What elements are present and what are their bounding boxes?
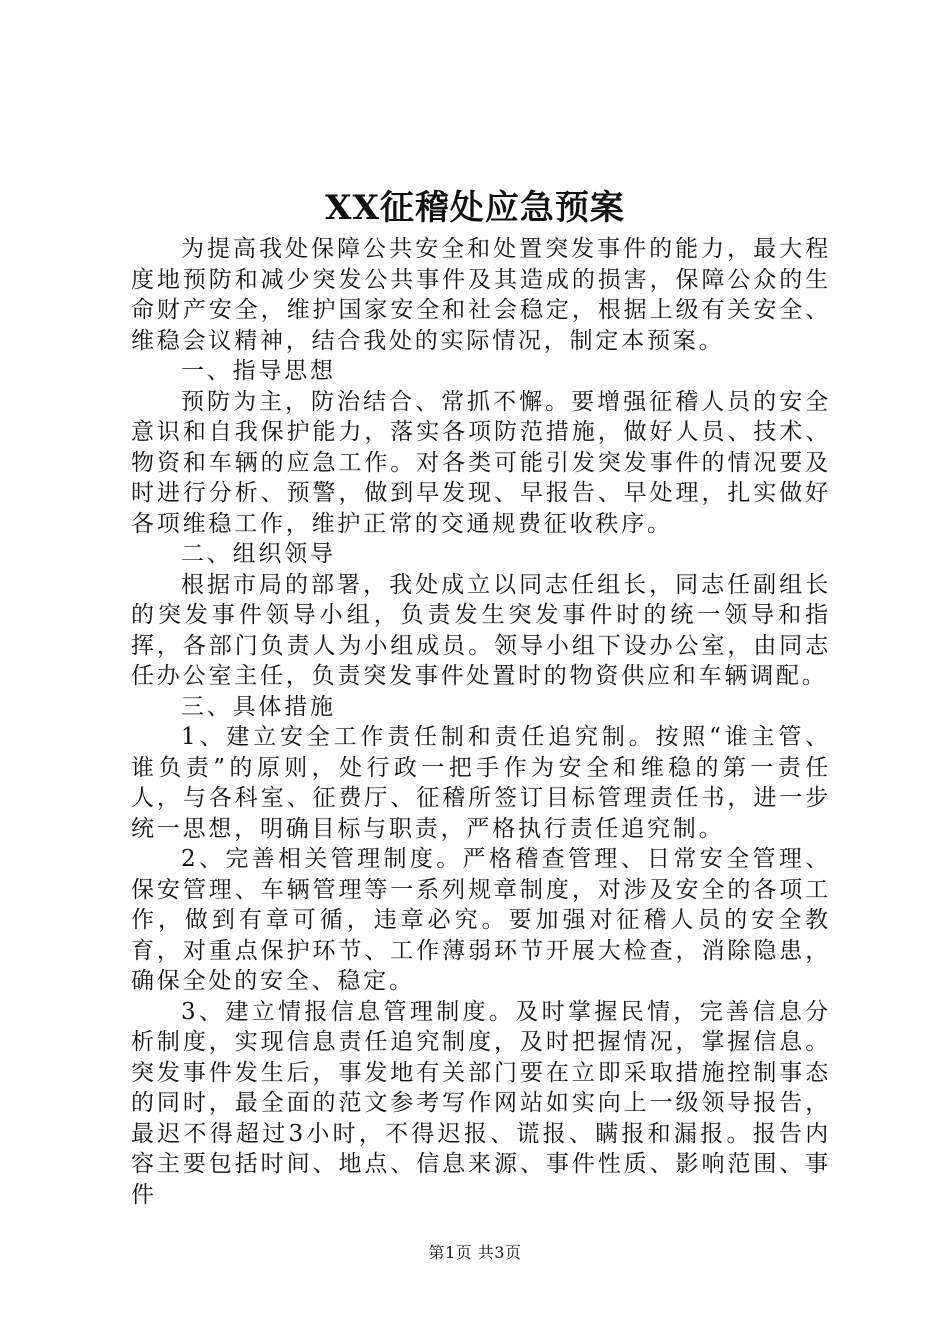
page-number-footer: 第1页 共3页 (428, 1243, 522, 1262)
intro-paragraph: 为提高我处保障公共安全和处置突发事件的能力，最大程度地预防和减少突发公共事件及其造成的损害，保障公众的生命财产安全，维护国家安全和社会稳定，根据上级有关安全、维稳会议精神，结合我处的实际情况，制定本预案。 (131, 236, 831, 354)
section-heading-guiding-ideology: 一、指导思想 (181, 358, 336, 384)
guiding-ideology-paragraph: 预防为主，防治结合、常抓不懈。要增强征稽人员的安全意识和自我保护能力，落实各项防范措施，做好人员、技术、物资和车辆的应急工作。对各类可能引发突发事件的情况要及时进行分析、预警，做到早发现、早报告、早处理，扎实做好各项维稳工作，维护正常的交通规费征收秩序。 (131, 388, 831, 537)
measure-item-1: 1、建立安全工作责任制和责任追究制。按照“谁主管、谁负责”的原则，处行政一把手作为安全和维稳的第一责任人，与各科室、征费厅、征稽所签订目标管理责任书，进一步统一思想，明确目标与职责，严格执行责任追究制。 (131, 724, 831, 842)
section-heading-measures: 三、具体措施 (181, 693, 336, 720)
document-body (131, 234, 831, 1210)
document-title: XX征稽处应急预案 (325, 188, 625, 228)
section-heading-organization: 二、组织领导 (181, 541, 336, 567)
organization-paragraph: 根据市局的部署，我处成立以同志任组长，同志任副组长的突发事件领导小组，负责发生突发事件时的统一领导和指挥，各部门负责人为小组成员。领导小组下设办公室，由同志任办公室主任，负责突发事件处置时的物资供应和车辆调配。 (131, 571, 831, 689)
measure-item-2: 2、完善相关管理制度。严格稽查管理、日常安全管理、保安管理、车辆管理等一系列规章制度，对涉及安全的各项工作，做到有章可循，违章必究。要加强对征稽人员的安全教育，对重点保护环节、工作薄弱环节开展大检查，消除隐患，确保全处的安全、稳定。 (131, 846, 831, 994)
measure-item-3: 3、建立情报信息管理制度。及时掌握民情，完善信息分析制度，实现信息责任追究制度，及时把握情况，掌握信息。突发事件发生后，事发地有关部门要在立即采取措施控制事态的同时，最全面的范文参考写作网站如实向上一级领导报告，最迟不得超过3小时，不得迟报、谎报、瞒报和漏报。报告内容主要包括时间、地点、信息来源、事件性质、影响范围、事件 (131, 998, 831, 1208)
